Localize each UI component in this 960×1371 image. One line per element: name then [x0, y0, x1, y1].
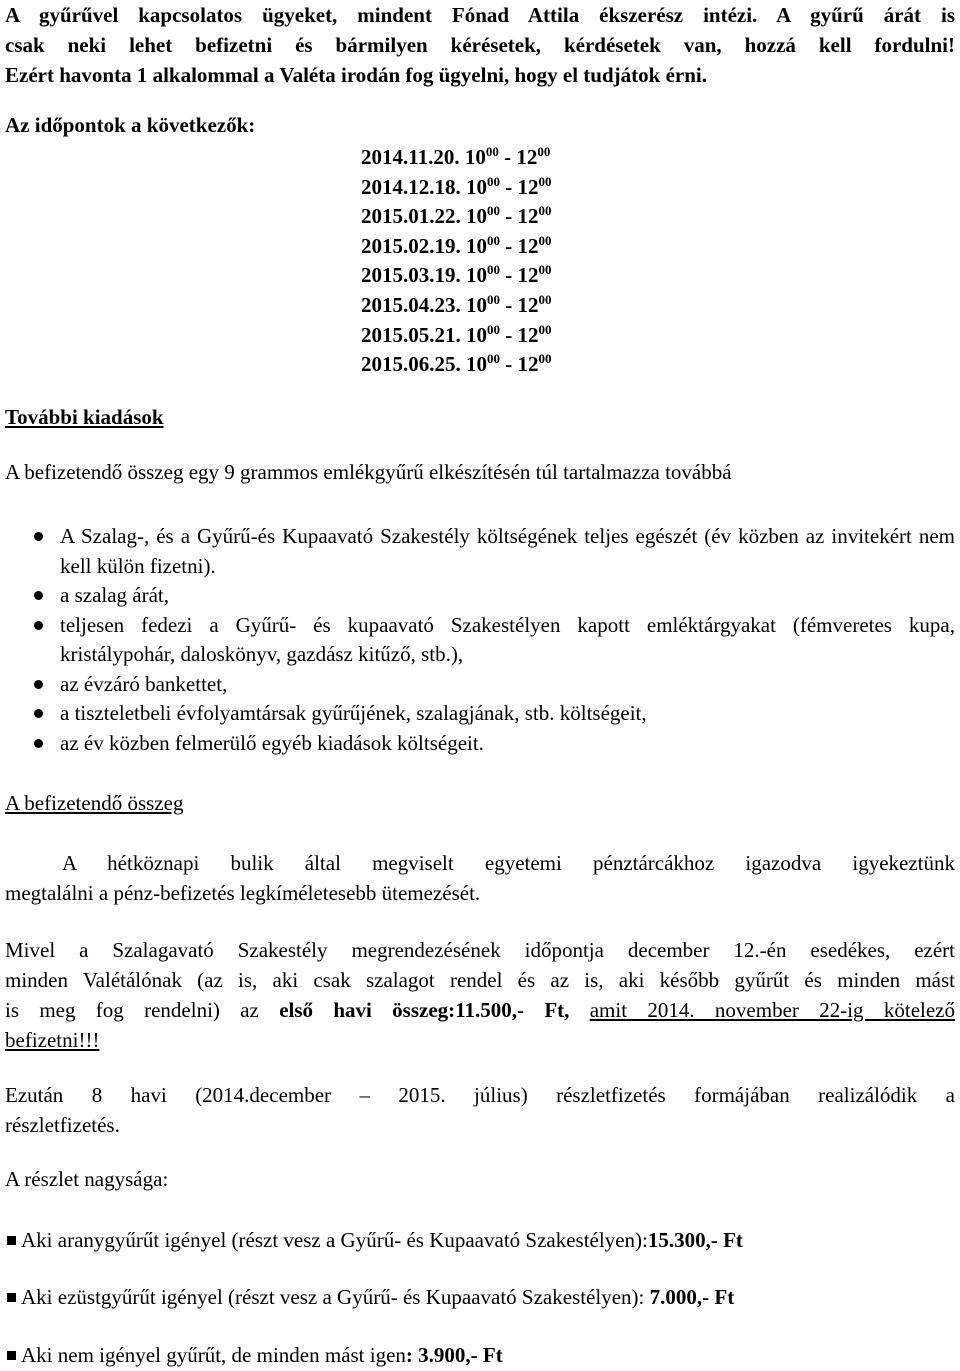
amount-due-heading: A befizetendő összeg	[5, 791, 184, 815]
schedule-row: 2015.01.22. $10^{00} - 12^{00}$	[361, 203, 552, 229]
schedule-row: 2014.12.18. $10^{00} - 12^{00}$	[361, 173, 552, 199]
schedule-heading: Az időpontok a következők:	[5, 113, 256, 137]
schedule-row: 2015.06.25. $10^{00} - 12^{00}$	[361, 351, 552, 377]
list-item: a tiszteletbeli évfolyamtársak gyűrűjének, szalagjának, stb. költségeit,	[5, 699, 955, 729]
intro-paragraph	[5, 0, 955, 90]
bullet-icon	[34, 621, 43, 630]
expenses-list	[5, 522, 955, 758]
list-item: az év közben felmerülő egyéb kiadások költségeit.	[5, 729, 955, 759]
paragraph-first-payment: Mivel a Szalagavató Szakestély megrendezésének időpontja december 12.-én esedékes, ezért minden Valétálónak (az is, aki csak szalagot rendel és az is, aki később gyűrűt és minden mást is meg fog rendelni) az első havi összeg:11.500,- Ft, amit 2014. november 22-ig kötelező befizetni!!!	[5, 938, 956, 1052]
square-bullet-icon	[7, 1351, 16, 1360]
paragraph-installments: Ezután 8 havi (2014.december – 2015. július) részletfizetés formájában realizálódik a részletfizetés.	[5, 1083, 955, 1137]
list-item: Aki aranygyűrűt igényel (részt vesz a Gyűrű- és Kupaavató Szakestélyen):15.300,- Ft	[5, 1225, 955, 1255]
list-item: az évzáró bankettet,	[5, 670, 955, 700]
expenses-intro: A befizetendő összeg egy 9 grammos emlékgyűrű elkészítésén túl tartalmazza továbbá	[5, 460, 732, 484]
square-bullet-icon	[7, 1293, 16, 1302]
deadline-text: amit 2014. november 22-ig kötelező	[589, 998, 956, 1022]
installment-item-gold	[5, 1225, 955, 1255]
paragraph-schedule-intro: A hétköznapi bulik által megviselt egyetemi pénztárcákhoz igazodva igyekeztünk megtalálni a pénz-befizetés legkíméletesebb ütemezését.	[5, 851, 955, 905]
bullet-icon	[34, 680, 43, 689]
additional-expenses-heading: További kiadások	[5, 405, 164, 429]
schedule-list	[361, 143, 552, 380]
bullet-icon	[34, 739, 43, 748]
bullet-icon	[34, 591, 43, 600]
square-bullet-icon	[7, 1236, 16, 1245]
bullet-icon	[34, 532, 43, 541]
list-item: Aki nem igényel gyűrűt, de minden mást igen: 3.900,- Ft	[5, 1340, 955, 1370]
list-item: teljesen fedezi a Gyűrű- és kupaavató Szakestélyen kapott emléktárgyakat (fémveretes kupa, kristálypohár, daloskönyv, gazdász kitűző, stb.),	[5, 611, 955, 670]
bullet-icon	[34, 709, 43, 718]
intro-line-1: A gyűrűvel kapcsolatos ügyeket, mindent Fónad Attila ékszerész intézi. A gyűrű árát is	[5, 3, 955, 27]
schedule-row: 2015.04.23. $10^{00} - 12^{00}$	[361, 291, 552, 317]
intro-line-2: csak neki lehet befizetni és bármilyen kérésetek, kérdésetek van, hozzá kell fordulni!	[5, 33, 955, 57]
installment-item-silver	[5, 1282, 955, 1312]
schedule-row: 2015.02.19. $10^{00} - 12^{00}$	[361, 232, 552, 258]
list-item: a szalag árát,	[5, 581, 955, 611]
intro-line-3: Ezért havonta 1 alkalommal a Valéta irodán fog ügyelni, hogy el tudjátok érni.	[5, 63, 707, 87]
installment-item-no-ring	[5, 1340, 955, 1370]
list-item: Aki ezüstgyűrűt igényel (részt vesz a Gyűrű- és Kupaavató Szakestélyen): 7.000,- Ft	[5, 1282, 955, 1312]
installment-size-heading: A részlet nagysága:	[5, 1167, 169, 1191]
list-item: A Szalag-, és a Gyűrű-és Kupaavató Szakestély költségének teljes egészét (év közben az invitekért nem kell külön fizetni).	[5, 522, 955, 581]
schedule-row: 2015.03.19. $10^{00} - 12^{00}$	[361, 262, 552, 288]
schedule-row: 2015.05.21. $10^{00} - 12^{00}$	[361, 321, 552, 347]
first-payment-amount: első havi összeg:11.500,- Ft,	[279, 998, 570, 1022]
schedule-row: 2014.11.20. $10^{00} - 12^{00}$	[361, 144, 551, 169]
